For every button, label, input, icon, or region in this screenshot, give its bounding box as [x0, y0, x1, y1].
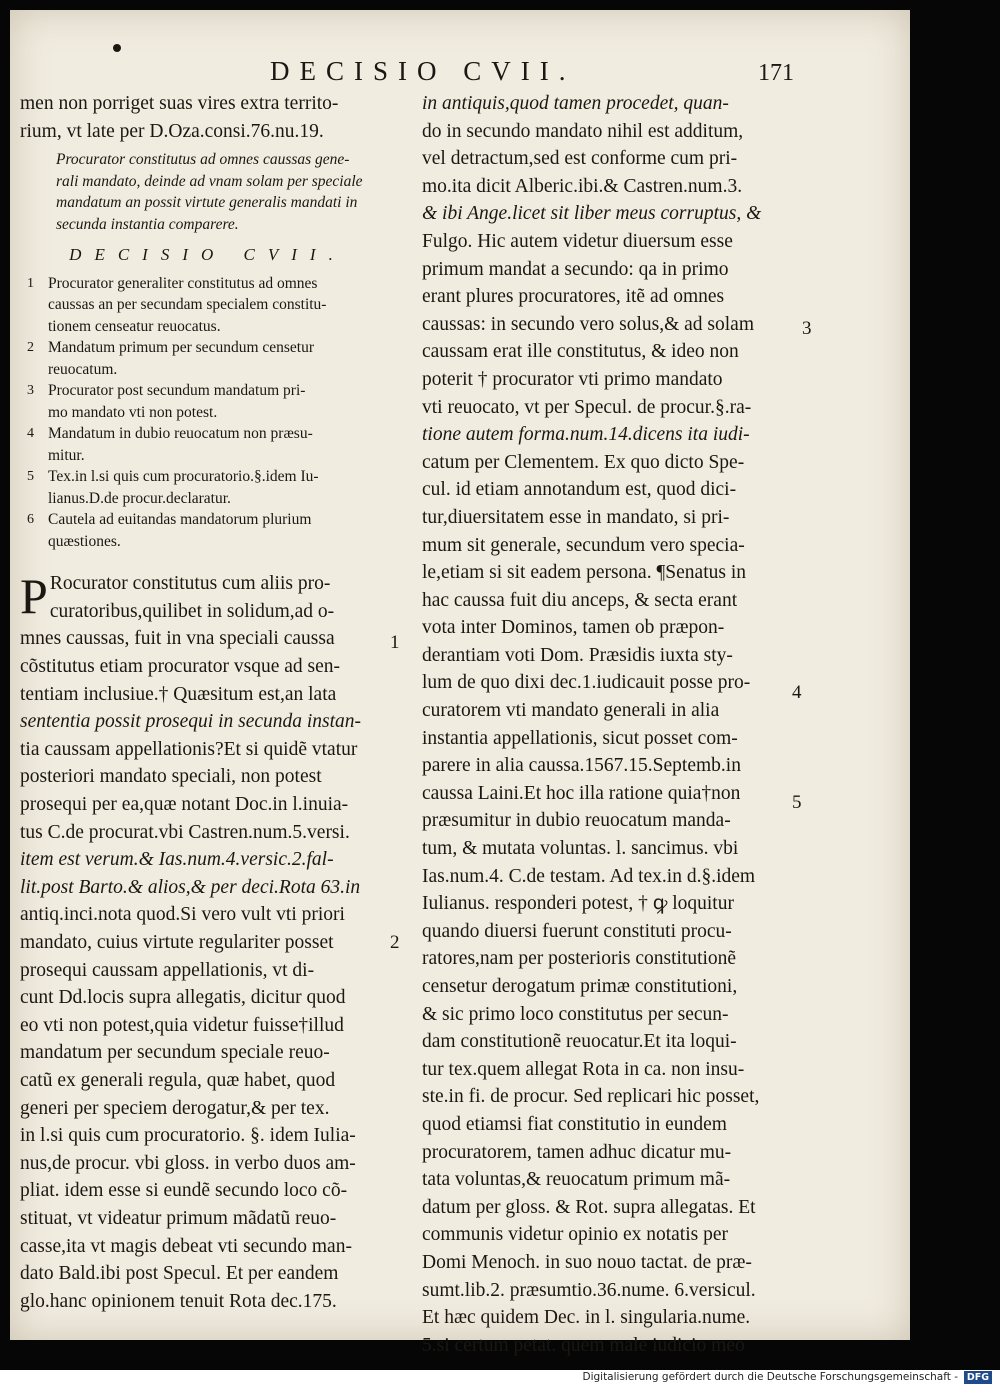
body-line: vti reuocato, vt per Specul. de procur.§.ra-: [422, 396, 752, 418]
body-line: mum sit generale, secundum vero specia-: [422, 534, 745, 556]
body-line: tur tex.quem allegat Rota in ca. non insu-: [422, 1058, 745, 1080]
decision-heading: DECISIO CVII.: [69, 245, 346, 265]
body-line: vel detractum,sed est conforme cum pri-: [422, 148, 738, 170]
body-line: prosequi per ea,quæ notant Doc.in l.inuia-: [20, 794, 349, 816]
body-line: glo.hanc opinionem tenuit Rota dec.175.: [20, 1290, 337, 1312]
body-line: quod etiamsi fiat constitutio in eundem: [422, 1113, 727, 1135]
summary-title-line: Procurator constitutus ad omnes caussas gene-: [56, 151, 350, 169]
summary-title-line: secunda instantia comparere.: [56, 215, 239, 233]
body-line: nus,de procur. vbi gloss. in verbo duos am-: [20, 1152, 356, 1174]
summary-title-line: rali mandato, deinde ad vnam solam per speciale: [56, 172, 363, 190]
body-line: lit.post Barto.& alios,& per deci.Rota 63.in: [20, 876, 361, 898]
summary-number: 2: [27, 340, 34, 356]
body-line: item est verum.& Ias.num.4.versic.2.fal-: [20, 849, 334, 871]
body-line: do in secundo mandato nihil est additum,: [422, 120, 744, 142]
body-line: Rocurator constitutus cum aliis pro-: [49, 573, 331, 595]
summary-line: Mandatum primum per secundum censetur: [48, 339, 315, 357]
body-line: vota inter Dominos, tamen ob præpon-: [422, 617, 725, 639]
body-line: mandato, cuius virtute regulariter posset: [20, 932, 334, 953]
summary-line: mitur.: [48, 446, 85, 464]
body-line: communis videtur opinio ex notatis per: [422, 1224, 728, 1246]
body-line: tentiam inclusiue.† Quæsitum est,an lata: [20, 683, 337, 705]
body-line: poterit † procurator vti primo mandato: [422, 368, 723, 390]
body-line: mandatum per secundum speciale reuo-: [20, 1042, 330, 1064]
body-line: curatoribus,quilibet in solidum,ad o-: [49, 600, 335, 622]
body-line: antiq.inci.nota quod.Si vero vult vti priori: [20, 904, 345, 926]
body-line: sumt.lib.2. præsumtio.36.nume. 6.versicul.: [422, 1279, 756, 1301]
summary-line: mo mandato vti non potest.: [48, 403, 218, 421]
body-line: in antiquis,quod tamen procedet, quan-: [422, 93, 729, 114]
body-line: pliat. idem esse si eundẽ secundo loco cõ-: [20, 1180, 348, 1202]
body-line: quando diuersi fuerunt constituti procu-: [422, 920, 732, 942]
body-line: posteriori mandato speciali, non potest: [20, 766, 322, 788]
body-line: generi per speciem derogatur,& per tex.: [20, 1097, 330, 1119]
body-line: datum per gloss. & Rot. supra allegatas. Et: [422, 1196, 756, 1218]
summary-line: Procurator generaliter constitutus ad omnes: [48, 274, 318, 292]
body-line: casse,ita vt magis debeat vti secundo man-: [20, 1235, 352, 1257]
body-line: mo.ita dicit Alberic.ibi.& Castren.num.3.: [422, 175, 743, 197]
summary-line: tionem censeatur reuocatus.: [48, 317, 221, 335]
body-line: ratores,nam per posterioris constitutionẽ: [422, 948, 737, 970]
dfg-logo: DFG: [964, 1371, 992, 1384]
summary-number: 1: [27, 275, 34, 291]
running-head: DECISIO CVII.: [270, 56, 576, 86]
summary-line: reuocatum.: [48, 360, 118, 378]
body-line: in l.si quis cum procuratorio. §. idem Iulia-: [20, 1125, 356, 1147]
summary-line: Mandatum in dubio reuocatum non præsu-: [48, 425, 313, 443]
body-line: Fulgo. Hic autem videtur diuersum esse: [422, 230, 733, 252]
summary-item: [20, 273, 395, 338]
margin-number: 5: [792, 792, 802, 813]
body-line: prosequi caussam appellationis, vt di-: [20, 959, 315, 981]
body-line: præsumitur in dubio reuocatum manda-: [422, 810, 731, 832]
body-line: tum, & mutata voluntas. l. sancimus. vbi: [422, 838, 739, 860]
body-line: eo vti non potest,quia videtur fuisse†illud: [20, 1014, 344, 1036]
summary-line: Cautela ad euitandas mandatorum plurium: [48, 511, 312, 529]
body-line: mnes caussas, fuit in vna speciali caussa: [20, 628, 335, 650]
body-line: derantiam voti Dom. Præsidis iuxta sty-: [422, 644, 733, 666]
body-line: sententia possit prosequi in secunda instan-: [20, 711, 362, 733]
summary-line: Procurator post secundum mandatum pri-: [48, 382, 306, 400]
body-line: catum per Clementem. Ex quo dicto Spe-: [422, 451, 745, 473]
summary-title-line: mandatum an possit virtute generalis mandati in: [56, 194, 358, 212]
summary-title: [20, 149, 395, 235]
drop-cap: P: [20, 568, 48, 625]
body-line: instantia appellationis, sicut posset com-: [422, 727, 738, 749]
body-line: Iulianus. responderi potest, † ꝙ loquitur: [422, 893, 734, 915]
body-line: curatorem vti mandato generali in alia: [422, 700, 720, 722]
body-line: Ias.num.4. C.de testam. Ad tex.in d.§.idem: [422, 865, 756, 887]
summary-line: quæstiones.: [48, 532, 121, 550]
summary-number: 4: [27, 426, 34, 442]
body-line: tata voluntas,& reuocatum primum mã-: [422, 1169, 731, 1191]
left-body: [20, 570, 395, 1315]
summary-item: [20, 423, 395, 466]
margin-number: 3: [802, 318, 812, 339]
body-line: censetur derogatum primæ constitutioni,: [422, 976, 738, 997]
body-line: stituat, vt videatur primum mãdatũ reuo-: [20, 1207, 337, 1229]
body-line: primum mandat a secundo: qa in primo: [422, 258, 729, 280]
summary-item: [20, 466, 395, 509]
body-line: 5.si certum petat. quem male iudicio meo: [422, 1334, 745, 1356]
body-line: tur,diuersitatem esse in mandato, si pri-: [422, 506, 730, 528]
digitization-footer: [0, 1370, 1000, 1385]
summary-line: Tex.in l.si quis cum procuratorio.§.idem Iu-: [48, 468, 319, 486]
body-line: tus C.de procurat.vbi Castren.num.5.versi.: [20, 821, 350, 843]
body-line: & ibi Ange.licet sit liber meus corruptus, &: [422, 203, 762, 225]
body-line: ste.in fi. de procur. Sed replicari hic posset,: [422, 1086, 760, 1108]
margin-number: 4: [792, 682, 802, 703]
summary-number: 3: [27, 383, 34, 399]
body-line: lum de quo dixi dec.1.iudicauit posse pro-: [422, 672, 751, 694]
body-line: dam constitutionẽ reuocatur.Et ita loqui-: [422, 1031, 737, 1053]
body-line: hac caussa fuit diu anceps, & secta erant: [422, 589, 738, 611]
body-line: cul. id etiam annotandum est, quod dici-: [422, 479, 737, 501]
body-line: dato Bald.ibi post Specul. Et per eandem: [20, 1263, 339, 1285]
body-line: caussa Laini.Et hoc illa ratione quia†non: [422, 782, 741, 804]
body-line: Domi Menoch. in suo nouo tactat. de præ-: [422, 1251, 752, 1273]
body-line: procuratorem, tamen adhuc dicatur mu-: [422, 1141, 732, 1163]
book-page: [10, 10, 910, 1356]
page-number: 171: [758, 60, 794, 86]
body-line: cõstitutus etiam procurator vsque ad sen-: [20, 656, 341, 678]
summary-line: lianus.D.de procur.declaratur.: [48, 489, 231, 507]
body-line: caussas: in secundo vero solus,& ad solam: [422, 313, 754, 335]
body-line: & sic primo loco constitutus per secun-: [422, 1003, 729, 1025]
right-column: [422, 90, 800, 1359]
margin-number: 1: [390, 632, 400, 653]
margin-number: 2: [390, 932, 400, 953]
body-line: parere in alia caussa.1567.15.Septemb.in: [422, 755, 741, 777]
body-line: tione autem forma.num.14.dicens ita iudi-: [422, 424, 750, 446]
body-line: catũ ex generali regula, quæ habet, quod: [20, 1069, 336, 1091]
summary-line: caussas an per secundam specialem constitu-: [48, 296, 327, 314]
summary-number: 6: [27, 512, 34, 528]
summary-number: 5: [27, 469, 34, 485]
body-line: Et hæc quidem Dec. in l. singularia.nume.: [422, 1307, 751, 1329]
left-top-line: men non porriget suas vires extra territo-: [20, 93, 339, 114]
body-line: cunt Dd.locis supra allegatis, dicitur quod: [20, 987, 346, 1009]
summary-item: [20, 509, 395, 552]
body-line: erant plures procuratores, itẽ ad omnes: [422, 286, 725, 308]
left-top-line: rium, vt late per D.Oza.consi.76.nu.19.: [20, 120, 324, 142]
summary-item: [20, 337, 395, 380]
summary-item: [20, 380, 395, 423]
left-column: [20, 90, 395, 1315]
body-line: tia caussam appellationis?Et si quidẽ vtatur: [20, 738, 358, 760]
ink-dot: [113, 44, 121, 52]
body-line: le,etiam si sit eadem persona. ¶Senatus in: [422, 562, 747, 584]
body-line: caussam erat ille constitutus, & ideo non: [422, 341, 739, 363]
footer-text: Digitalisierung gefördert durch die Deutsche Forschungsgemeinschaft -: [582, 1371, 958, 1383]
